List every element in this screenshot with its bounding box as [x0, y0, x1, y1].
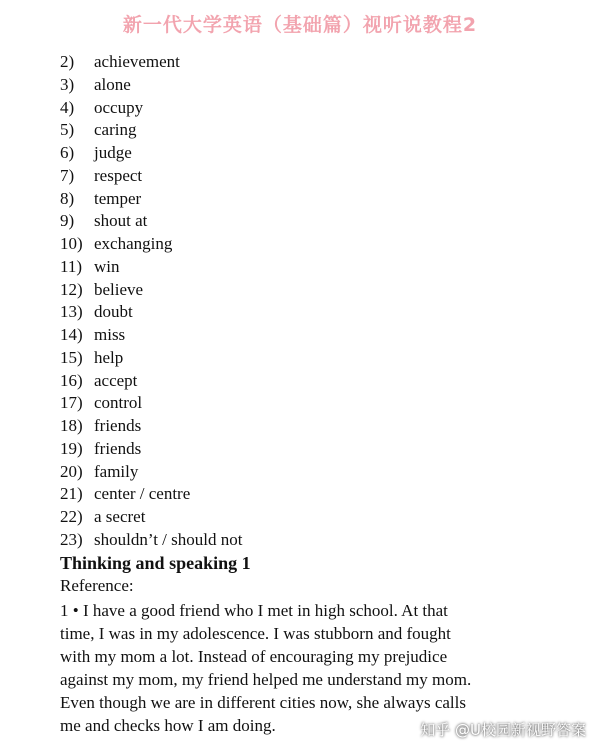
- reference-line: with my mom a lot. Instead of encouraging my prejudice: [60, 647, 448, 666]
- answer-text: control: [94, 393, 143, 413]
- reference-line: Even though we are in different cities now, she always calls: [60, 693, 466, 712]
- answer-item: [60, 142, 242, 165]
- answer-text: win: [94, 256, 120, 276]
- answer-number: 8): [60, 188, 75, 208]
- answer-list: [60, 51, 242, 552]
- answer-number: 5): [60, 120, 75, 140]
- answer-text: doubt: [94, 302, 133, 322]
- answer-number: 2): [60, 52, 75, 71]
- answer-number: 10): [60, 234, 83, 253]
- answer-item: [60, 51, 242, 74]
- answer-number: 9): [60, 211, 75, 231]
- answer-text: center / centre: [94, 484, 191, 504]
- answer-text: help: [94, 347, 124, 367]
- answer-text: shout at: [94, 211, 148, 231]
- answer-text: achievement: [94, 52, 180, 71]
- answer-text: miss: [94, 325, 126, 344]
- answer-number: 11): [60, 256, 83, 276]
- answer-text: a secret: [94, 507, 146, 526]
- answer-text: alone: [94, 74, 131, 94]
- answer-number: 7): [60, 165, 75, 185]
- answer-number: 18): [60, 416, 83, 435]
- reference-line: against my mom, my friend helped me understand my mom.: [60, 670, 472, 689]
- answer-text: respect: [94, 165, 143, 185]
- page-header-title: 新一代大学英语（基础篇）视听说教程2: [122, 14, 478, 36]
- answer-text: judge: [94, 143, 132, 162]
- reference-line: me and checks how I am doing.: [60, 716, 276, 735]
- answer-text: exchanging: [94, 234, 173, 253]
- answer-number: 14): [60, 325, 83, 344]
- answer-item: [60, 188, 242, 211]
- answer-number: 6): [60, 143, 75, 162]
- reference-line: time, I was in my adolescence. I was stubborn and fought: [60, 624, 451, 643]
- answer-item: [60, 461, 242, 484]
- reference-line: 1 • I have a good friend who I met in high school. At that: [60, 601, 448, 620]
- answer-number: 13): [60, 302, 83, 322]
- answer-item: [60, 392, 242, 415]
- answer-number: 19): [60, 438, 83, 458]
- answer-number: 16): [60, 370, 83, 390]
- answer-item: [60, 347, 242, 370]
- answer-item: [60, 256, 242, 279]
- watermark: 知乎 @U校园新视野答案: [420, 721, 586, 739]
- answer-number: 17): [60, 393, 83, 413]
- answer-item: [60, 506, 242, 529]
- answer-number: 15): [60, 347, 83, 367]
- answer-number: 21): [60, 484, 83, 504]
- answer-text: shouldn’t / should not: [94, 529, 243, 549]
- reference-label: Reference:: [60, 576, 134, 595]
- answer-item: [60, 119, 242, 142]
- answer-item: [60, 97, 242, 120]
- answer-item: [60, 74, 242, 97]
- answer-item: [60, 415, 242, 438]
- answer-text: accept: [94, 370, 138, 390]
- answer-item: [60, 210, 242, 233]
- reference-paragraph: [60, 599, 538, 737]
- answer-item: [60, 279, 242, 302]
- answer-item: [60, 233, 242, 256]
- answer-item: [60, 529, 242, 552]
- answer-number: 22): [60, 507, 83, 526]
- answer-text: friends: [94, 416, 142, 435]
- answer-item: [60, 165, 242, 188]
- answer-text: family: [94, 461, 139, 481]
- answer-item: [60, 301, 242, 324]
- answer-number: 4): [60, 97, 75, 117]
- answer-item: [60, 324, 242, 347]
- answer-number: 23): [60, 529, 83, 549]
- answer-text: friends: [94, 438, 142, 458]
- answer-number: 20): [60, 461, 83, 481]
- answer-number: 3): [60, 74, 75, 94]
- answer-text: occupy: [94, 97, 144, 117]
- answer-item: [60, 370, 242, 393]
- answer-text: temper: [94, 188, 142, 208]
- answer-text: believe: [94, 279, 144, 299]
- answer-item: [60, 483, 242, 506]
- section-heading: Thinking and speaking 1: [60, 553, 251, 573]
- answer-number: 12): [60, 279, 83, 299]
- answer-item: [60, 438, 242, 461]
- answer-text: caring: [94, 120, 137, 140]
